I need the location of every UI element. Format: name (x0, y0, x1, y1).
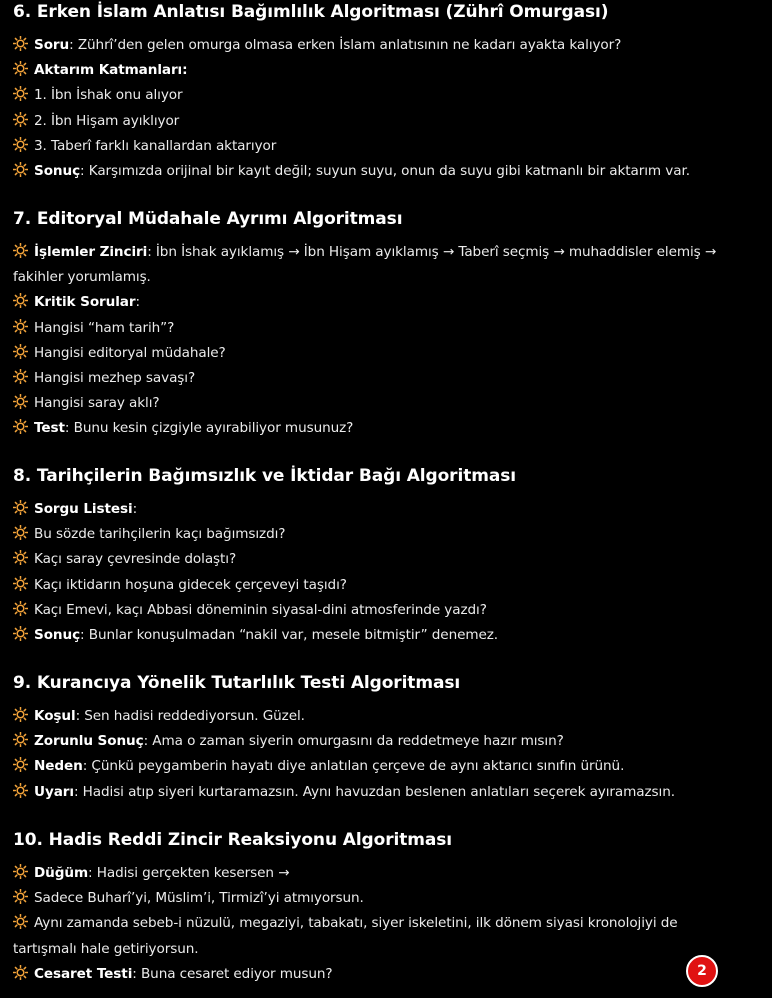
list-item (13, 58, 713, 83)
section-10 (13, 828, 713, 987)
item-text: : Zührî’den gelen omurga olmasa erken İslam anlatısının ne kadarı ayakta kalıyor? (69, 37, 622, 53)
item-text: Kaçı saray çevresinde dolaştı? (34, 551, 237, 568)
item-label: Kritik Sorular (34, 294, 136, 311)
list-item (13, 33, 713, 58)
list-item (13, 911, 713, 936)
sun-icon (13, 626, 28, 641)
item-text: 2. İbn Hişam ayıklıyor (34, 112, 180, 129)
sun-icon (13, 550, 28, 565)
item-text: : (135, 294, 140, 311)
section-title: 10. Hadis Reddi Zincir Reaksiyonu Algoritması (13, 830, 452, 850)
item-text: : Hadisi atıp siyeri kurtaramazsın. Aynı havuzdan beslenen anlatıları seçerek ayıramazsın. (73, 783, 675, 800)
sun-icon (13, 864, 28, 879)
item-text: : Hadisi gerçekten kesersen → (88, 865, 290, 881)
item-text: Hangisi mezhep savaşı? (34, 370, 196, 387)
list-item (13, 240, 717, 265)
sun-icon (13, 162, 28, 177)
list-item (13, 780, 713, 805)
list-item (13, 623, 713, 648)
list-item (13, 290, 713, 315)
sun-icon (13, 783, 28, 798)
sun-icon (13, 36, 28, 51)
list-item (13, 704, 713, 729)
item-text: : Sen hadisi reddediyorsun. Güzel. (75, 708, 305, 724)
item-label: Aktarım Katmanları: (34, 62, 188, 79)
item-text: Bu sözde tarihçilerin kaçı bağımsızdı? (34, 526, 286, 543)
sun-icon (13, 889, 28, 904)
sun-icon (13, 86, 28, 101)
section-title: 9. Kurancıya Yönelik Tutarlılık Testi Algoritması (13, 673, 461, 693)
sun-icon (13, 732, 28, 747)
item-text: Hangisi “ham tarih”? (34, 319, 175, 336)
section-9 (13, 671, 713, 805)
item-label: Test (34, 420, 65, 437)
item-text: : Karşımızda orijinal bir kayıt değil; suyun suyu, onun da suyu gibi katmanlı bir aktarım var. (80, 163, 690, 180)
sun-icon (13, 394, 28, 409)
list-item (13, 962, 713, 987)
list-item (13, 754, 713, 779)
sun-icon (13, 243, 28, 258)
item-text: Sadece Buharî’yi, Müslim’i, Tirmizî’yi atmıyorsun. (34, 890, 364, 907)
list-item (13, 159, 713, 184)
sun-icon (13, 525, 28, 540)
sun-icon (13, 419, 28, 434)
item-text: Hangisi saray aklı? (34, 395, 160, 412)
section-title: 7. Editoryal Müdahale Ayrımı Algoritması (13, 209, 403, 229)
item-label: Neden (34, 758, 83, 775)
item-text: : Buna cesaret ediyor musun? (132, 965, 333, 982)
item-label: Sonuç (34, 163, 81, 180)
list-item (13, 547, 713, 572)
item-text: : Çünkü peygamberin hayatı diye anlatılan çerçeve de aynı aktarıcı sınıfın ürünü. (82, 758, 625, 775)
list-item (13, 109, 713, 134)
item-text: 1. İbn İshak onu alıyor (34, 87, 183, 104)
sun-icon (13, 344, 28, 359)
list-item (13, 861, 713, 886)
item-label: Soru (34, 37, 70, 53)
sun-icon (13, 576, 28, 591)
section-lines (13, 33, 713, 184)
item-text: Kaçı iktidarın hoşuna gidecek çerçeveyi taşıdı? (34, 576, 347, 593)
sun-icon (13, 112, 28, 127)
list-item (13, 598, 713, 623)
item-text: Hangisi editoryal müdahale? (34, 344, 226, 361)
item-text: : Ama o zaman siyerin omurgasını da reddetmeye hazır mısın? (143, 733, 564, 750)
list-item (13, 729, 713, 754)
sun-icon (13, 137, 28, 152)
list-item-continuation: tartışmalı hale getiriyorsun. (13, 940, 199, 957)
list-item (13, 416, 713, 441)
item-text: : İbn İshak ayıklamış → İbn Hişam ayıklamış → Taberî seçmiş → muhaddisler elemiş → (147, 244, 717, 260)
sun-icon (13, 965, 28, 980)
item-label: İşlemler Zinciri (34, 244, 148, 260)
sun-icon (13, 369, 28, 384)
item-text: 3. Taberî farklı kanallardan aktarıyor (34, 137, 277, 154)
section-lines (13, 497, 713, 648)
item-label: Uyarı (34, 783, 74, 800)
section-lines (13, 704, 713, 805)
sun-icon (13, 601, 28, 616)
item-label: Sorgu Listesi (34, 501, 133, 517)
sun-icon (13, 914, 28, 929)
item-text: Aynı zamanda sebeb-i nüzulü, megaziyi, tabakatı, siyer iskeletini, ilk dönem siyasi kronolojiyi de (34, 915, 678, 932)
list-item (13, 497, 713, 522)
item-label: Koşul (34, 708, 76, 724)
page-number-badge[interactable]: 2 (686, 955, 718, 987)
list-item (13, 366, 713, 391)
list-item (13, 391, 713, 416)
list-item (13, 134, 713, 159)
list-item (13, 573, 713, 598)
item-text: : Bunlar konuşulmadan “nakil var, mesele bitmiştir” denemez. (80, 627, 499, 644)
section-title: 6. Erken İslam Anlatısı Bağımlılık Algoritması (Zührî Omurgası) (13, 2, 609, 22)
item-label: Düğüm (34, 865, 89, 881)
sun-icon (13, 500, 28, 515)
section-lines (13, 240, 717, 442)
item-text: : (132, 501, 138, 517)
list-item (13, 886, 713, 911)
list-item (13, 83, 713, 108)
sun-icon (13, 293, 28, 308)
section-8 (13, 464, 713, 648)
sun-icon (13, 61, 28, 76)
item-label: Cesaret Testi (34, 965, 133, 982)
sun-icon (13, 707, 28, 722)
list-item (13, 316, 713, 341)
section-6 (13, 0, 713, 184)
item-text: : Bunu kesin çizgiyle ayırabiliyor musunuz? (64, 420, 354, 437)
list-item (13, 341, 713, 366)
item-label: Zorunlu Sonuç (34, 733, 144, 750)
section-lines (13, 861, 713, 987)
list-item-continuation: fakihler yorumlamış. (13, 269, 151, 286)
list-item (13, 522, 713, 547)
section-7 (13, 207, 717, 442)
item-label: Sonuç (34, 627, 81, 644)
item-text: Kaçı Emevi, kaçı Abbasi döneminin siyasal-dini atmosferinde yazdı? (34, 601, 487, 618)
sun-icon (13, 757, 28, 772)
sun-icon (13, 319, 28, 334)
section-title: 8. Tarihçilerin Bağımsızlık ve İktidar Bağı Algoritması (13, 466, 516, 486)
